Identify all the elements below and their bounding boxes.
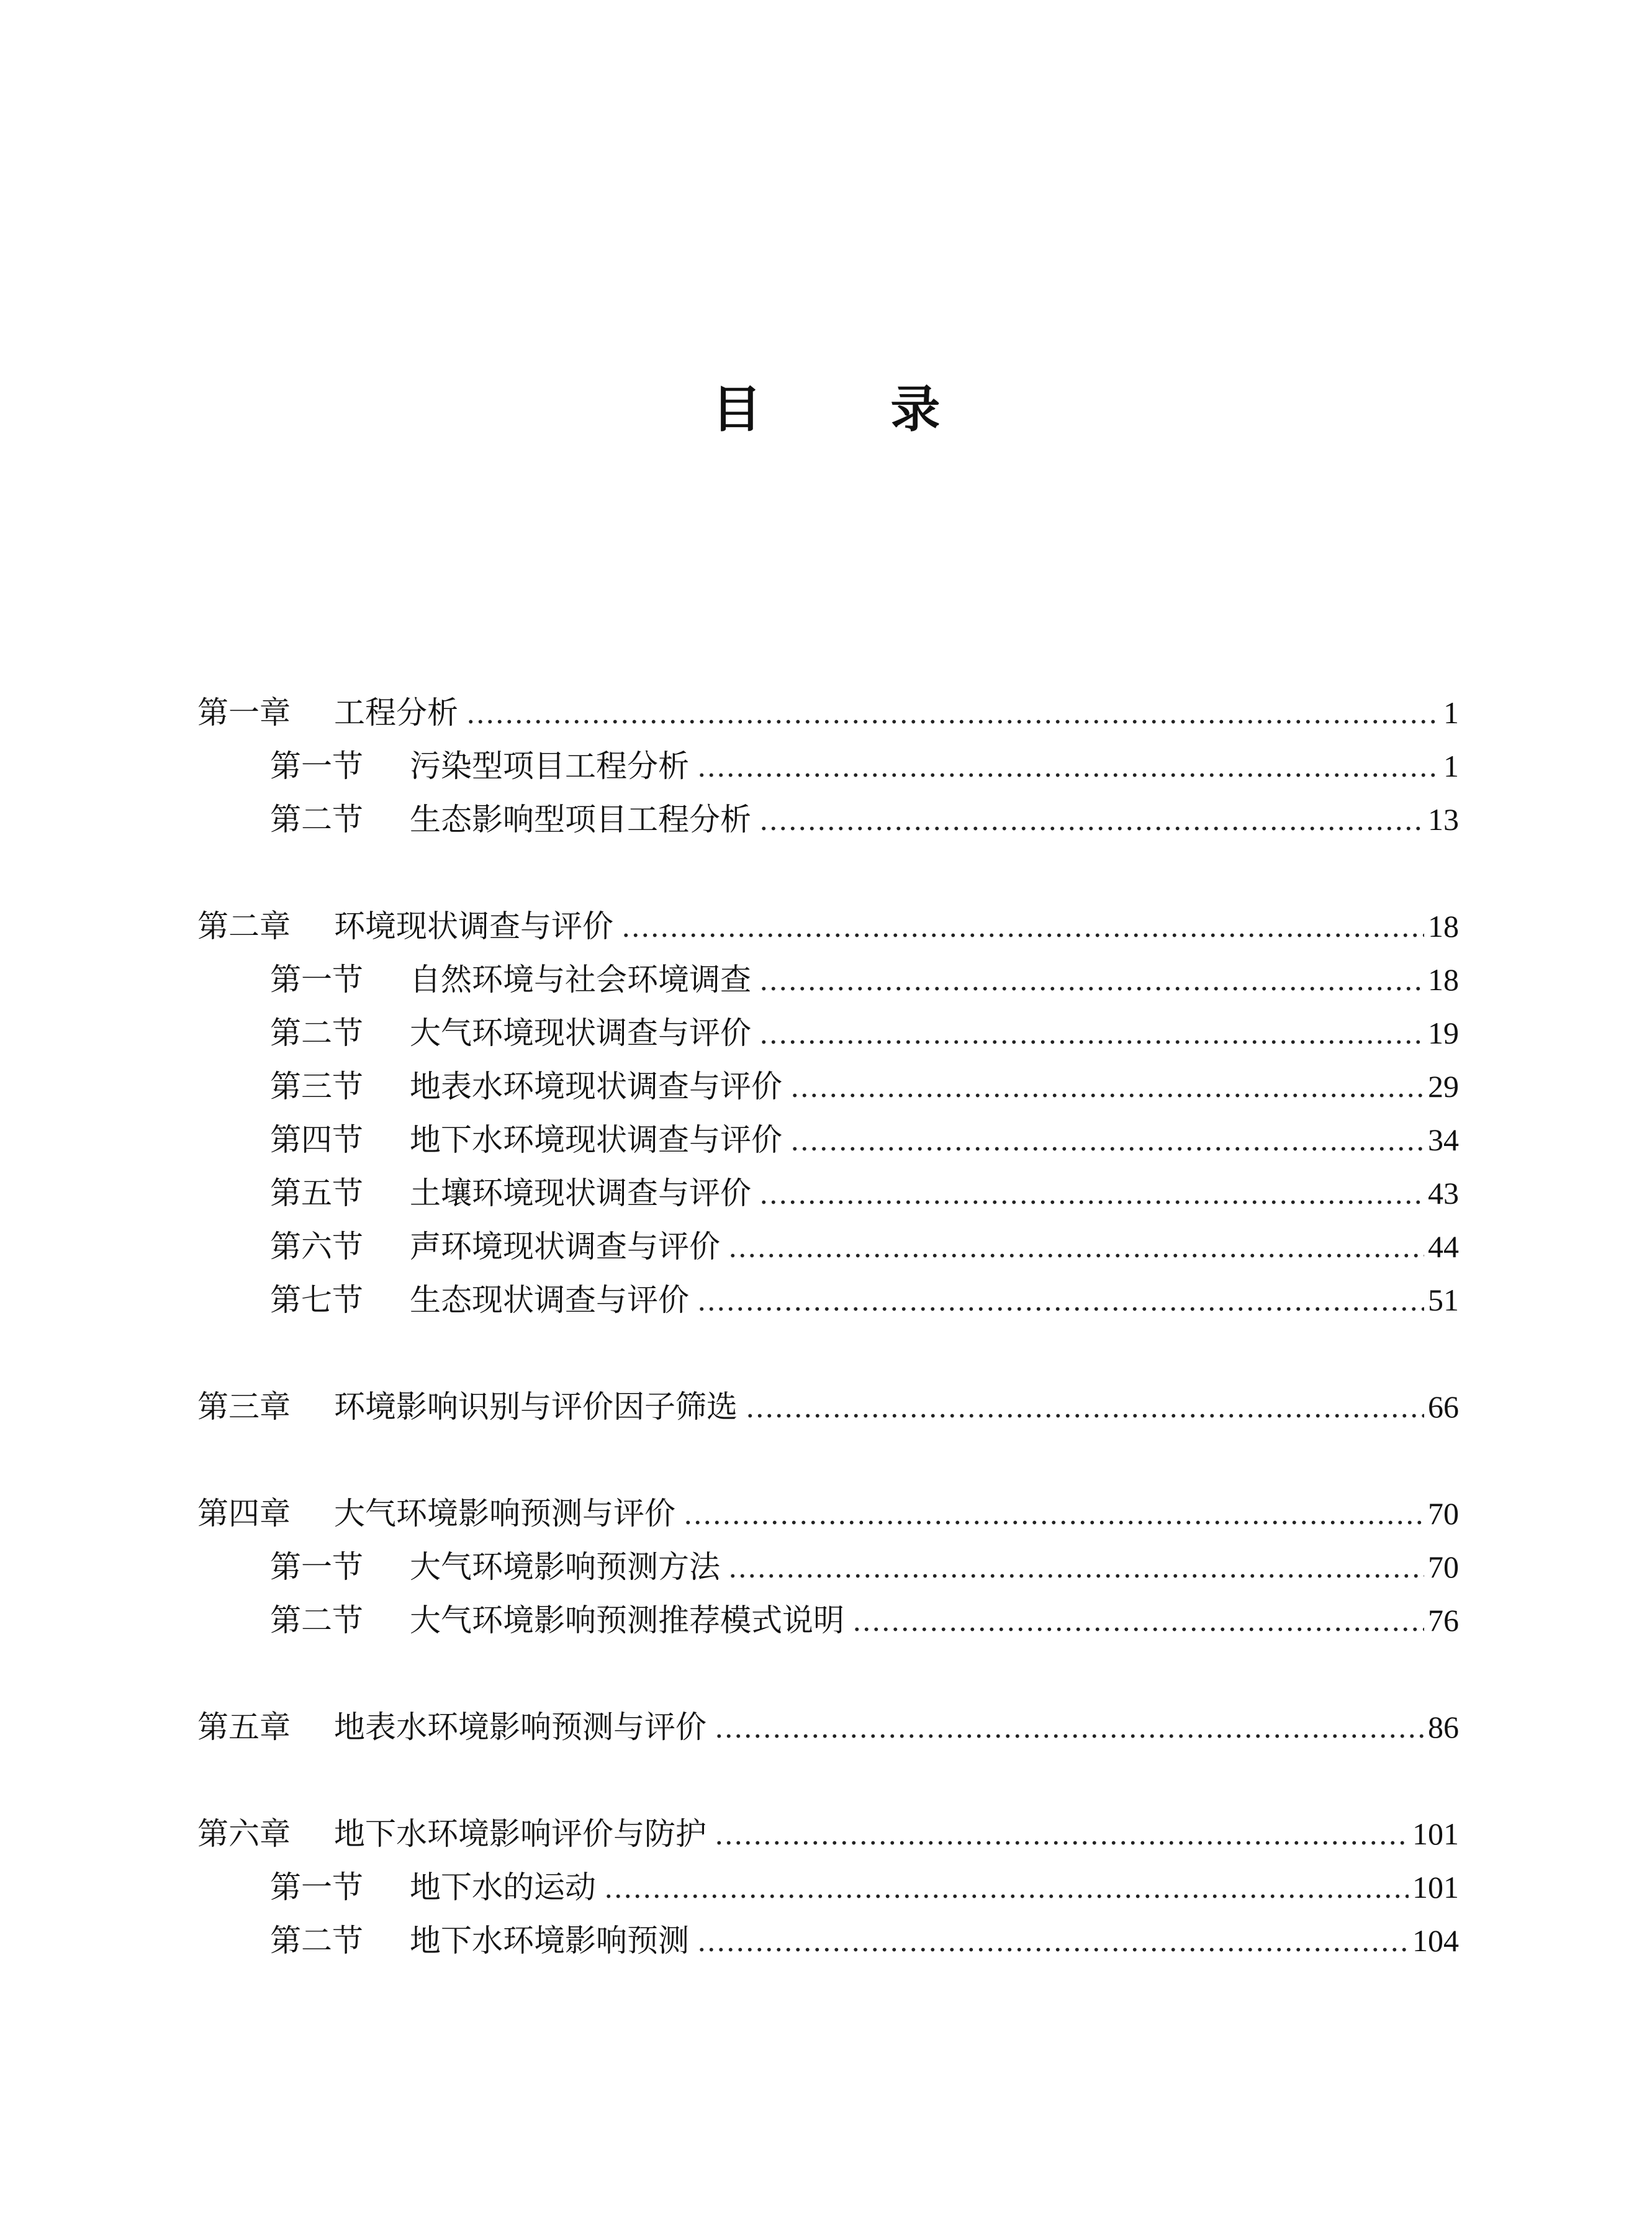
toc-section-2-6[interactable]	[197, 1220, 1459, 1273]
toc-dot-leader	[715, 1807, 1409, 1861]
toc-page-number: 1	[1443, 749, 1459, 783]
toc-dot-leader	[684, 1487, 1424, 1540]
toc-dot-leader	[622, 900, 1424, 953]
toc-dot-leader	[791, 1113, 1424, 1166]
toc-page-number: 70	[1428, 1550, 1459, 1584]
toc-entry-title: 大气环境影响预测方法	[410, 1549, 720, 1585]
toc-entry-title: 生态现状调查与评价	[410, 1282, 689, 1318]
toc-page-number: 76	[1428, 1603, 1459, 1638]
toc-section-6-1[interactable]	[197, 1861, 1459, 1914]
toc-dot-leader	[760, 1006, 1424, 1060]
toc-entry-label: 第一节	[270, 1869, 363, 1905]
toc-entry-title: 污染型项目工程分析	[410, 748, 689, 784]
toc-entry-title: 大气环境影响预测推荐模式说明	[410, 1602, 844, 1638]
toc-entry-title: 自然环境与社会环境调查	[410, 962, 751, 998]
toc-dot-leader	[698, 739, 1440, 793]
toc-page-number: 19	[1428, 1016, 1459, 1050]
toc-section-4-2[interactable]	[197, 1594, 1459, 1647]
toc-dot-leader	[760, 1166, 1424, 1220]
toc-entry-label: 第五节	[270, 1175, 363, 1211]
toc-entry-title: 地下水的运动	[410, 1869, 596, 1905]
toc-section-2-1[interactable]	[197, 953, 1459, 1006]
toc-entry-title: 土壤环境现状调查与评价	[410, 1175, 751, 1211]
toc-entry-label: 第二节	[270, 1602, 363, 1638]
toc-page-number: 13	[1428, 802, 1459, 837]
toc-entry-label: 第三章	[197, 1389, 291, 1425]
toc-page-number: 66	[1428, 1389, 1459, 1424]
toc-dot-leader	[760, 953, 1424, 1006]
toc-dot-leader	[698, 1914, 1409, 1967]
toc-entry-label: 第二节	[270, 1015, 363, 1051]
toc-dot-leader	[791, 1060, 1424, 1113]
toc-page-number: 51	[1428, 1283, 1459, 1317]
toc-entry-title: 地表水环境现状调查与评价	[410, 1068, 782, 1104]
toc-dot-leader	[605, 1861, 1409, 1914]
toc-entry-title: 声环境现状调查与评价	[410, 1229, 720, 1265]
toc-page-number: 104	[1412, 1923, 1459, 1958]
toc-page-number: 18	[1428, 909, 1459, 944]
toc-dot-leader	[715, 1700, 1424, 1754]
toc-entry-title: 地表水环境影响预测与评价	[334, 1709, 706, 1745]
toc-dot-leader	[853, 1594, 1424, 1647]
toc-entry-title: 大气环境现状调查与评价	[410, 1015, 751, 1051]
toc-chapter-3[interactable]	[197, 1380, 1459, 1433]
toc-entry-label: 第三节	[270, 1068, 363, 1104]
toc-entry-label: 第五章	[197, 1709, 291, 1745]
toc-chapter-1[interactable]	[197, 686, 1459, 739]
toc-chapter-5[interactable]	[197, 1700, 1459, 1754]
toc-section-2-5[interactable]	[197, 1166, 1459, 1220]
toc-entry-label: 第一节	[270, 1549, 363, 1585]
toc-page-number: 29	[1428, 1069, 1459, 1104]
toc-page-number: 70	[1428, 1496, 1459, 1531]
toc-entry-label: 第四节	[270, 1122, 363, 1158]
toc-entry-title: 地下水环境现状调查与评价	[410, 1122, 782, 1158]
toc-entry-title: 环境现状调查与评价	[334, 908, 613, 944]
toc-entry-label: 第六章	[197, 1816, 291, 1852]
toc-dot-leader	[729, 1540, 1424, 1594]
toc-chapter-4[interactable]	[197, 1487, 1459, 1540]
toc-entry-label: 第二节	[270, 801, 363, 837]
toc-page-number: 101	[1412, 1870, 1459, 1905]
page-title: 目 录	[711, 381, 996, 438]
toc-entry-title: 生态影响型项目工程分析	[410, 801, 751, 837]
toc-page-number: 44	[1428, 1229, 1459, 1264]
toc-chapter-2[interactable]	[197, 900, 1459, 953]
toc-entry-label: 第二节	[270, 1923, 363, 1959]
toc-page-number: 18	[1428, 962, 1459, 997]
toc-section-2-4[interactable]	[197, 1113, 1459, 1166]
table-of-contents	[197, 686, 1459, 1967]
toc-section-2-3[interactable]	[197, 1060, 1459, 1113]
toc-section-4-1[interactable]	[197, 1540, 1459, 1594]
toc-section-2-2[interactable]	[197, 1006, 1459, 1060]
toc-page-number: 43	[1428, 1176, 1459, 1211]
toc-entry-label: 第二章	[197, 908, 291, 944]
toc-page-number: 86	[1428, 1710, 1459, 1744]
toc-chapter-6[interactable]	[197, 1807, 1459, 1861]
toc-section-1-2[interactable]	[197, 793, 1459, 846]
toc-dot-leader	[698, 1273, 1424, 1327]
toc-dot-leader	[467, 686, 1440, 739]
toc-dot-leader	[760, 793, 1424, 846]
toc-page-number: 101	[1412, 1816, 1459, 1851]
toc-entry-title: 环境影响识别与评价因子筛选	[334, 1389, 738, 1425]
toc-entry-title: 工程分析	[334, 695, 458, 731]
toc-dot-leader	[746, 1380, 1424, 1433]
toc-section-2-7[interactable]	[197, 1273, 1459, 1327]
toc-entry-label: 第六节	[270, 1229, 363, 1265]
toc-page-number: 34	[1428, 1122, 1459, 1157]
toc-entry-label: 第一章	[197, 695, 291, 731]
toc-entry-label: 第四章	[197, 1495, 291, 1532]
toc-entry-label: 第一节	[270, 748, 363, 784]
toc-page-number: 1	[1443, 695, 1459, 730]
toc-section-1-1[interactable]	[197, 739, 1459, 793]
toc-entry-title: 地下水环境影响评价与防护	[334, 1816, 706, 1852]
toc-entry-label: 第一节	[270, 962, 363, 998]
toc-entry-title: 大气环境影响预测与评价	[334, 1495, 675, 1532]
toc-dot-leader	[729, 1220, 1424, 1273]
toc-section-6-2[interactable]	[197, 1914, 1459, 1967]
toc-entry-label: 第七节	[270, 1282, 363, 1318]
toc-entry-title: 地下水环境影响预测	[410, 1923, 689, 1959]
